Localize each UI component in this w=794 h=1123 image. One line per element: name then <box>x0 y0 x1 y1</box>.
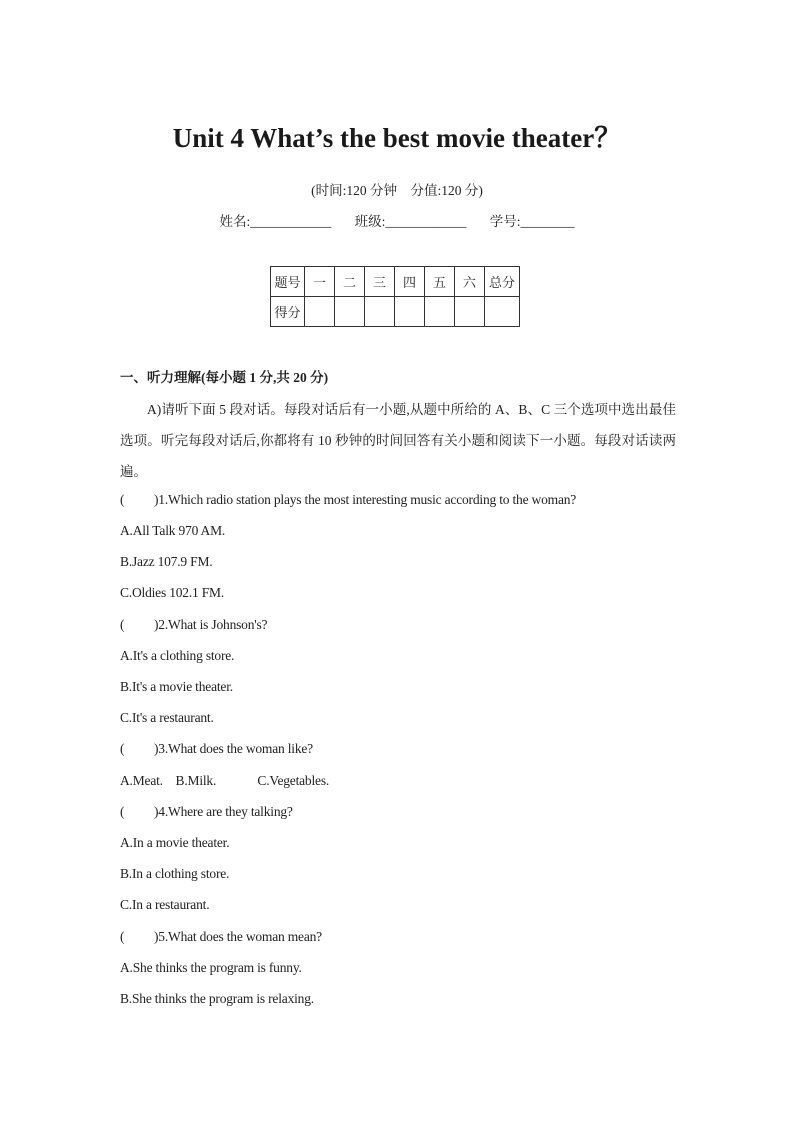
score-cell: 得分 <box>271 297 305 327</box>
score-table-score-row <box>271 297 520 327</box>
section-instructions: A)请听下面 5 段对话。每段对话后有一小题,从题中所给的 A、B、C 三个选项中选出最佳选项。听完每段对话后,你都将有 10 秒钟的时间回答有关小题和阅读下一小题。每段对话读两遍。 <box>120 402 676 479</box>
answer-blank[interactable]: ( <box>120 804 125 819</box>
score-cell: 六 <box>455 267 485 297</box>
option: A.It's a clothing store. <box>120 648 235 663</box>
score-input-cell[interactable] <box>485 297 520 327</box>
option: C.It's a restaurant. <box>120 710 214 725</box>
question-text: )1.Which radio station plays the most interesting music according to the woman? <box>154 492 577 507</box>
question-text: )4.Where are they talking? <box>154 804 293 819</box>
score-cell: 三 <box>365 267 395 297</box>
option: C.Oldies 102.1 FM. <box>120 585 225 600</box>
option: B.It's a movie theater. <box>120 679 233 694</box>
option: A.All Talk 970 AM. <box>120 523 226 538</box>
name-field: 姓名:____________ <box>219 214 332 229</box>
section-heading: 一、听力理解(每小题 1 分,共 20 分) <box>120 370 329 385</box>
score-cell: 题号 <box>271 267 305 297</box>
question-stem <box>120 929 322 945</box>
option: B.She thinks the program is relaxing. <box>120 991 314 1006</box>
score-input-cell[interactable] <box>365 297 395 327</box>
score-cell: 总分 <box>485 267 520 297</box>
score-cell: 一 <box>305 267 335 297</box>
page-title: Unit 4 What’s the best movie theater？ <box>172 123 622 153</box>
answer-blank[interactable]: ( <box>120 617 125 632</box>
score-input-cell[interactable] <box>455 297 485 327</box>
score-input-cell[interactable] <box>425 297 455 327</box>
id-field: 学号:________ <box>489 214 575 229</box>
answer-blank[interactable]: ( <box>120 741 125 756</box>
score-input-cell[interactable] <box>335 297 365 327</box>
option: A.Meat. B.Milk. C.Vegetables. <box>120 773 330 788</box>
question-stem <box>120 741 313 757</box>
answer-blank[interactable]: ( <box>120 492 125 507</box>
score-cell: 四 <box>395 267 425 297</box>
question-text: )3.What does the woman like? <box>154 741 313 756</box>
class-field: 班级:____________ <box>354 214 467 229</box>
student-info <box>0 210 794 230</box>
question-stem <box>120 492 576 508</box>
answer-blank[interactable]: ( <box>120 929 125 944</box>
option: A.She thinks the program is funny. <box>120 960 302 975</box>
score-table-header-row <box>271 267 520 297</box>
question-stem <box>120 617 267 633</box>
question-text: )5.What does the woman mean? <box>154 929 322 944</box>
option: A.In a movie theater. <box>120 835 230 850</box>
option: B.Jazz 107.9 FM. <box>120 554 213 569</box>
score-input-cell[interactable] <box>305 297 335 327</box>
question-text: )2.What is Johnson's? <box>154 617 268 632</box>
exam-meta: (时间:120 分钟 分值:120 分) <box>311 183 483 198</box>
option: C.In a restaurant. <box>120 897 210 912</box>
option: B.In a clothing store. <box>120 866 230 881</box>
score-cell: 二 <box>335 267 365 297</box>
question-stem <box>120 804 293 820</box>
score-table <box>270 266 520 327</box>
score-input-cell[interactable] <box>395 297 425 327</box>
score-cell: 五 <box>425 267 455 297</box>
